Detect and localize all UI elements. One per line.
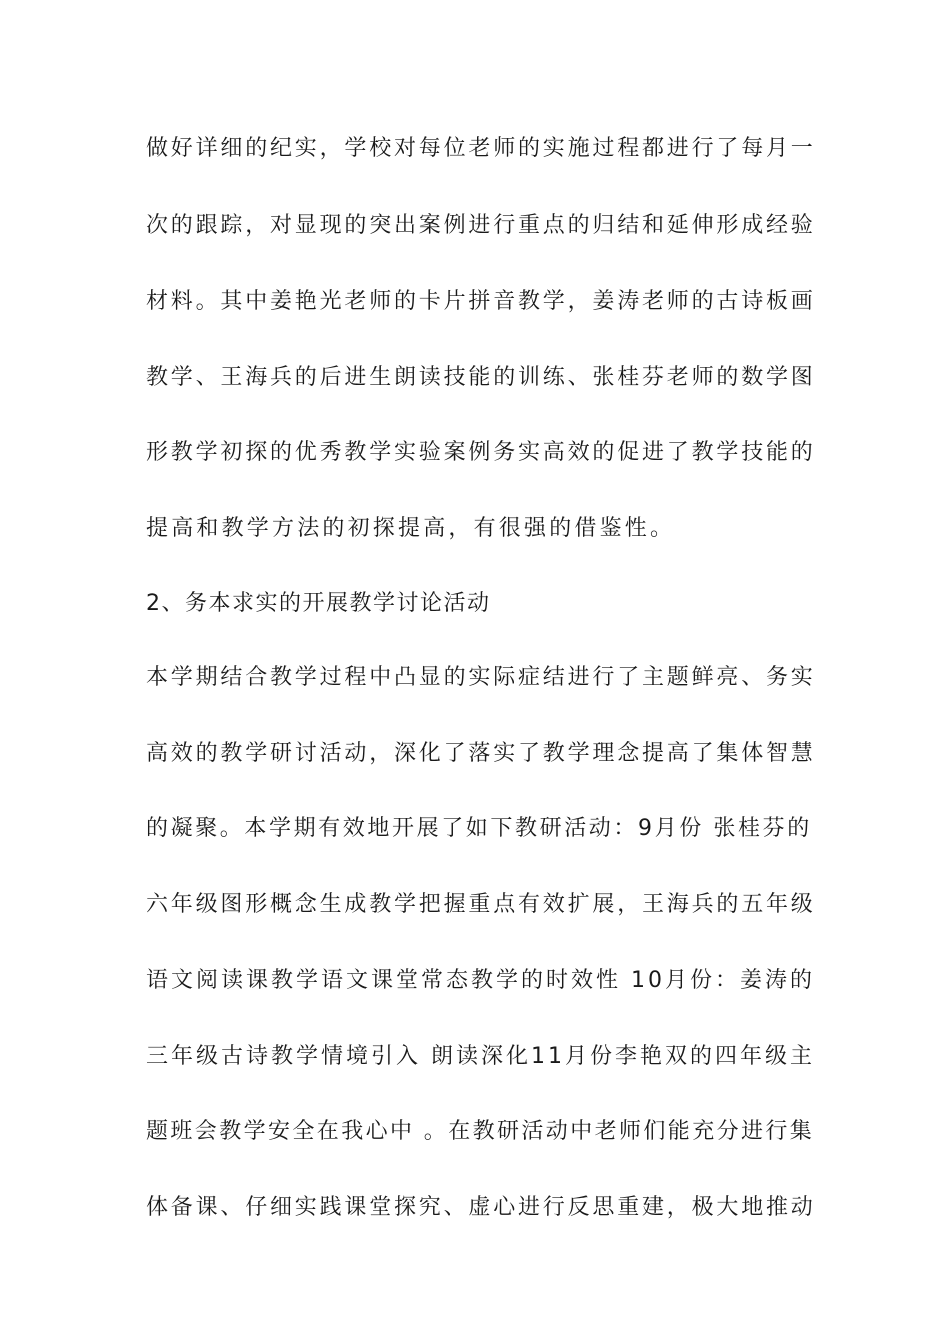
paragraph-line-9: 的凝聚。本学期有效地开展了如下教研活动：9月份 张桂芬的 <box>146 816 812 841</box>
paragraph-line-12: 三年级古诗教学情境引入 朗读深化11月份李艳双的四年级主 <box>146 1044 815 1069</box>
paragraph-line-13: 题班会教学安全在我心中 。在教研活动中老师们能充分进行集 <box>146 1119 815 1144</box>
paragraph-line-10: 六年级图形概念生成教学把握重点有效扩展，王海兵的五年级 <box>146 892 816 917</box>
paragraph-line-8: 高效的教学研讨活动，深化了落实了教学理念提高了集体智慧 <box>146 741 816 766</box>
paragraph-line-5: 形教学初探的优秀教学实验案例务实高效的促进了教学技能的 <box>146 440 816 465</box>
paragraph-line-2: 次的跟踪，对显现的突出案例进行重点的归结和延伸形成经验 <box>146 213 816 238</box>
paragraph-line-7: 本学期结合教学过程中凸显的实际症结进行了主题鲜亮、务实 <box>146 665 816 690</box>
paragraph-line-14: 体备课、仔细实践课堂探究、虚心进行反思重建，极大地推动 <box>146 1195 816 1220</box>
paragraph-line-1: 做好详细的纪实，学校对每位老师的实施过程都进行了每月一 <box>146 136 816 161</box>
paragraph-line-11: 语文阅读课教学语文课堂常态教学的时效性 10月份：姜涛的 <box>146 968 815 993</box>
paragraph-line-4: 教学、王海兵的后进生朗读技能的训练、张桂芬老师的数学图 <box>146 365 816 390</box>
section-heading: 2、务本求实的开展教学讨论活动 <box>146 591 491 616</box>
paragraph-line-3: 材料。其中姜艳光老师的卡片拼音教学，姜涛老师的古诗板画 <box>146 289 816 314</box>
paragraph-line-6: 提高和教学方法的初探提高，有很强的借鉴性。 <box>146 516 676 541</box>
